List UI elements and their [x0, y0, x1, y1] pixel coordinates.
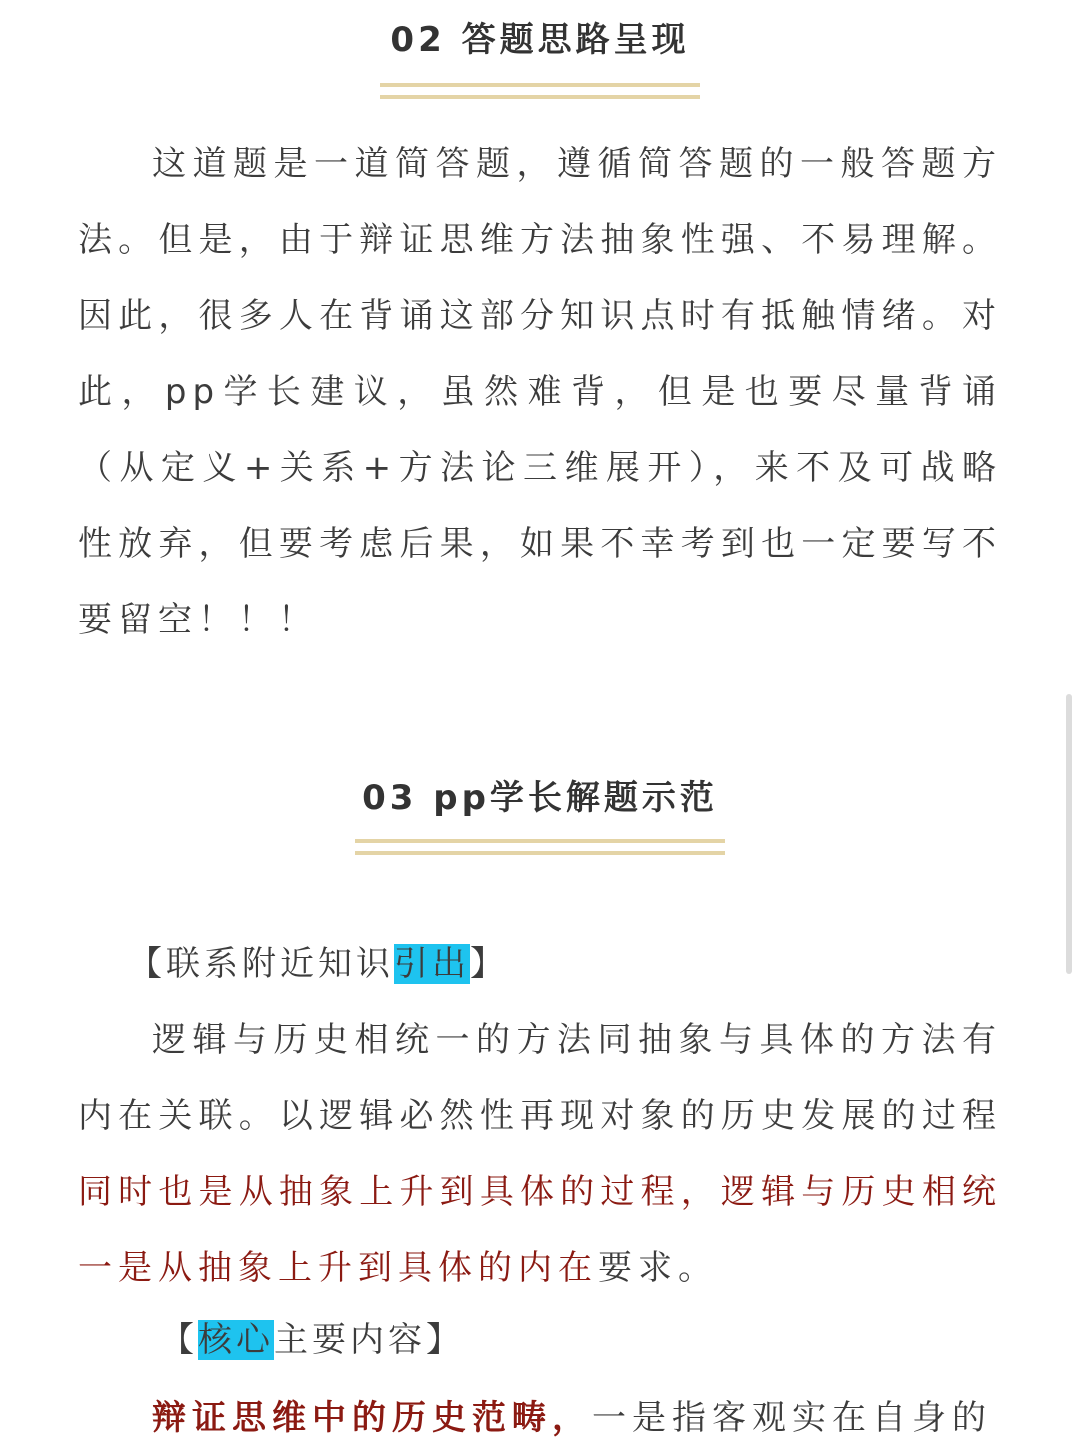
core-label-highlight: 核心: [198, 1320, 274, 1360]
core-label-close: 主要内容】: [274, 1320, 464, 1360]
divider-line-top: [355, 839, 725, 843]
intro-paragraph: [78, 1002, 1002, 1306]
core-text-bold-red: 辩证思维中的历史范畴，: [152, 1398, 592, 1438]
intro-label: [128, 942, 508, 986]
intro-text-plain: 逻辑与历史相统一的方法同抽象与具体的方法有内在关联。以逻辑必然性再现对象的历史发展的过程: [78, 1020, 1002, 1136]
intro-label-highlight: 引出: [394, 944, 470, 984]
intro-text-red: 同时也是从抽象上升到具体的过程，逻辑与历史相统一是从抽象上升到具体的内在: [78, 1172, 1002, 1288]
section-03-title: 03 pp学长解题示范: [362, 778, 718, 818]
divider-line-top: [380, 83, 700, 87]
section-02-title: 02 答题思路呈现: [390, 20, 690, 60]
answer-approach-paragraph: 这道题是一道简答题，遵循简答题的一般答题方法。但是，由于辩证思维方法抽象性强、不易理解。因此，很多人在背诵这部分知识点时有抵触情绪。对此，pp学长建议，虽然难背，但是也要尽量背诵（从定义+关系+方法论三维展开），来不及可战略性放弃，但要考虑后果，如果不幸考到也一定要写不要留空！！！: [78, 144, 1002, 640]
intro-label-open: 【联系附近知识: [128, 944, 394, 984]
core-label-open: 【: [160, 1320, 198, 1360]
divider-line-bottom: [380, 95, 700, 99]
core-text-plain: 一是指客观实在自身的: [592, 1398, 992, 1438]
intro-label-close: 】: [470, 944, 508, 984]
scrollbar[interactable]: [1066, 694, 1072, 974]
section-02-divider: [380, 83, 700, 99]
divider-line-bottom: [355, 851, 725, 855]
core-label: [160, 1318, 464, 1362]
section-03-divider: [355, 839, 725, 855]
core-paragraph: [78, 1380, 1002, 1456]
intro-text-end: 要求。: [598, 1248, 718, 1288]
